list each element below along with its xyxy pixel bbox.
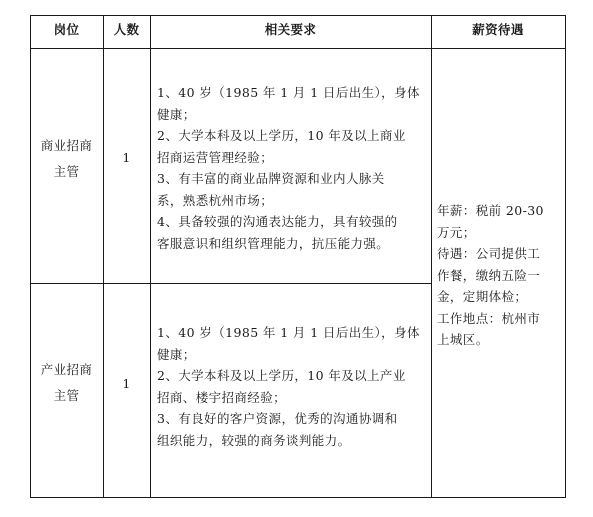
- row2-req-line: 招商、楼宇招商经验；: [157, 389, 287, 405]
- salary-line: 作餐，缴纳五险一: [437, 267, 541, 283]
- row1-req-line: 4、具备较强的沟通表达能力，具有较强的: [157, 214, 398, 229]
- row1-position-line1: 商业招商: [40, 138, 93, 153]
- row1-req-line: 2、大学本科及以上学历，10 年及以上商业: [157, 128, 406, 143]
- header-requirements: 相关要求: [264, 22, 317, 37]
- row1-req-line: 3、有丰富的商业品牌资源和业内人脉关: [157, 171, 385, 186]
- row2-position-line1: 产业招商: [40, 362, 93, 377]
- row2-requirements: [157, 322, 429, 451]
- row2-position: [30, 357, 103, 409]
- row2-req-line: 1、40 岁（1985 年 1 月 1 日后出生），身体: [157, 325, 420, 340]
- row1-requirements: [157, 82, 429, 254]
- row1-position: [30, 133, 103, 185]
- salary-line: 年薪：税前 20-30: [437, 203, 544, 218]
- salary-line: 上城区。: [437, 332, 489, 347]
- salary-line: 工作地点：杭州市: [437, 310, 541, 326]
- row1-req-line: 招商运营管理经验；: [157, 149, 274, 165]
- row1-req-line: 1、40 岁（1985 年 1 月 1 日后出生），身体: [157, 85, 420, 100]
- row1-req-line: 客服意识和组织管理能力，抗压能力强。: [157, 235, 390, 251]
- row2-req-line: 2、大学本科及以上学历，10 年及以上产业: [157, 368, 406, 383]
- row1-position-line2: 主管: [53, 164, 80, 179]
- header-position: 岗位: [53, 22, 80, 37]
- header-salary: 薪资待遇: [472, 22, 524, 37]
- row2-req-line: 3、有良好的客户资源，优秀的沟通协调和: [157, 411, 398, 426]
- row1-req-line: 健康；: [157, 106, 196, 122]
- salary-cell: [437, 200, 564, 351]
- row1-req-line: 系，熟悉杭州市场；: [157, 192, 274, 208]
- header-count: 人数: [113, 22, 140, 37]
- row2-count: 1: [122, 376, 131, 391]
- salary-line: 万元；: [437, 224, 476, 240]
- salary-line: 金，定期体检；: [437, 289, 528, 304]
- row2-req-line: 组织能力，较强的商务谈判能力。: [157, 432, 351, 448]
- row1-count: 1: [122, 150, 131, 165]
- salary-line: 待遇：公司提供工: [437, 246, 541, 261]
- row2-req-line: 健康；: [157, 346, 196, 362]
- row2-position-line2: 主管: [53, 388, 80, 403]
